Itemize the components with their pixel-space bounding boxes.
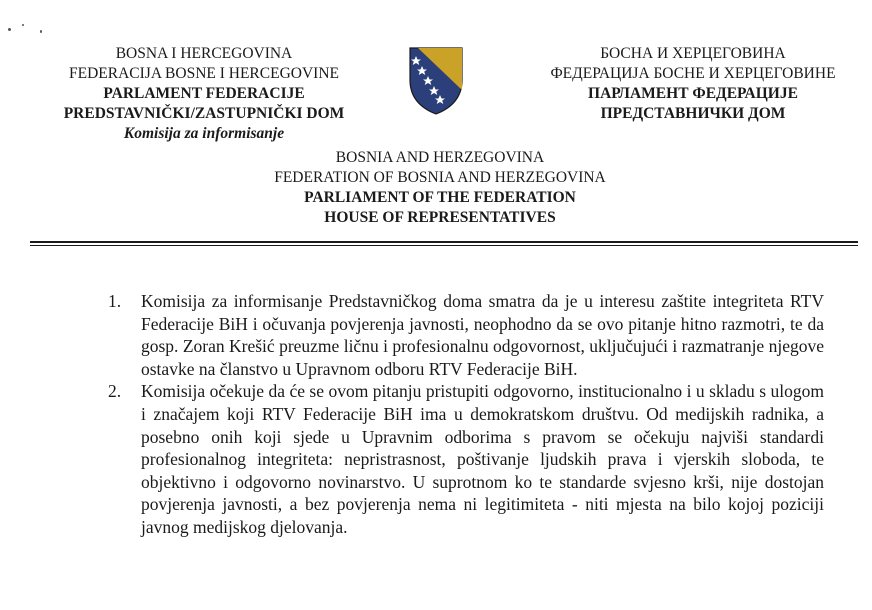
header-cyrillic (528, 44, 858, 124)
header-divider-thin (30, 245, 858, 246)
header-latin-country: BOSNA I HERCEGOVINA (115, 45, 293, 62)
scan-speck (22, 24, 24, 26)
header-cyrillic-parliament: ПАРЛАМЕНТ ФЕДЕРАЦИЈЕ (588, 85, 798, 102)
header-english-house: HOUSE OF REPRESENTATIVES (324, 209, 556, 226)
coat-of-arms-icon (404, 44, 468, 116)
header-english-country: BOSNIA AND HERZEGOVINA (335, 149, 545, 166)
list-item (108, 380, 824, 538)
header-latin-federation: FEDERACIJA BOSNE I HERCEGOVINE (69, 65, 339, 82)
header-cyrillic-federation: ФЕДЕРАЦИЈА БОСНЕ И ХЕРЦЕГОВИНЕ (550, 65, 836, 82)
scan-speck (8, 28, 11, 31)
list-item (108, 290, 824, 380)
header-cyrillic-house: ПРЕДСТАВНИЧКИ ДОМ (600, 105, 786, 122)
header-divider (30, 241, 858, 243)
list-item-text: Komisija očekuje da će se ovom pitanju pristupiti odgovorno, institucionalno i u skladu s ulogom i značajem koji RTV Federacije BiH ima u demokratskom društvu. Od medijskih radnika, a posebno onih koji sjede u Upravnim odborima s pravom se očekuju najviši standardi profesionalnog integriteta: nepristrasnost, poštivanje ljudskih prava i vjerskih sloboda, te objektivno i odgovorno novinarstvo. U suprotnom ko te standarde svjesno krši, nije dostojan povjerenja javnosti, a bez povjerenja nema ni legitimiteta - niti mjesta na bilo kojoj poziciji javnog medijskog djelovanja. (141, 381, 824, 537)
header-latin-parliament: PARLAMENT FEDERACIJE (103, 85, 305, 102)
list-item-number: 1. (108, 291, 122, 311)
header-latin (44, 44, 364, 144)
conclusions-list (108, 290, 824, 539)
header-english (200, 148, 680, 228)
header-latin-house: PREDSTAVNIČKI/ZASTUPNIČKI DOM (63, 105, 345, 122)
scan-speck (40, 30, 42, 33)
header-english-federation: FEDERATION OF BOSNIA AND HERZEGOVINA (274, 169, 606, 186)
header-cyrillic-country: БОСНА И ХЕРЦЕГОВИНА (600, 45, 786, 62)
list-item-number: 2. (108, 381, 122, 402)
header-english-parliament: PARLIAMENT OF THE FEDERATION (304, 189, 576, 206)
header-latin-commission: Komisija za informisanje (123, 125, 285, 142)
list-item-text: Komisija za informisanje Predstavničkog doma smatra da je u interesu zaštite integriteta RTV Federacije BiH i očuvanja povjerenja javnosti, neophodno da se ovo pitanje hitno razmotri, te da gosp. Zoran Krešić preuzme ličnu i profesionalnu odgovornost, uključujući i razmatranje njegove ostavke na članstvo u Upravnom odboru RTV Federacije BiH. (141, 291, 824, 379)
